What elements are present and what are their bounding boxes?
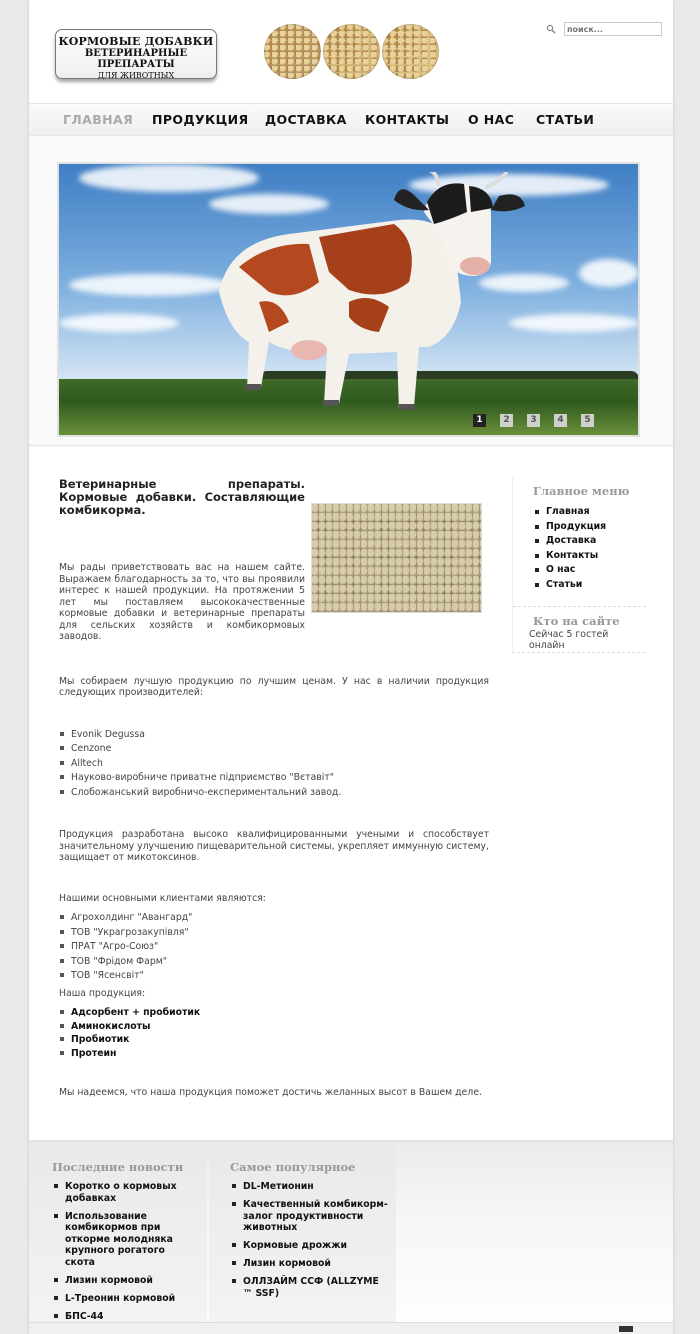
page-title: Ветеринарные препараты. Кормовые добавки. Составляющие комбикорма. [59,477,305,517]
online-count-text: Сейчас 5 гостей онлайн [529,629,609,651]
nav-item-contacts[interactable]: КОНТАКТЫ [365,112,450,127]
popular-item[interactable]: Качественный комбикорм- залог продуктивности животных [230,1199,390,1234]
list-item[interactable]: Протеин [59,1047,489,1061]
sidebar [512,477,645,653]
cow-photo [199,172,529,422]
list-item: Alltech [59,757,489,772]
list-item[interactable]: Адсорбент + пробиотик [59,1006,489,1020]
news-item[interactable]: Использование комбикормов при откорме молодняка крупного рогатого скота [52,1211,194,1269]
site-logo[interactable] [55,29,217,79]
list-item: Агрохолдинг "Авангард" [59,911,489,926]
news-item[interactable]: БПС-44 [52,1311,194,1323]
image-slider [57,162,640,437]
back-to-top-icon[interactable] [619,1326,633,1332]
popular-block [209,1142,396,1324]
feed-pellets-photo [311,503,482,613]
slide-page-3[interactable]: 3 [527,414,540,427]
popular-item[interactable]: DL-Метионин [230,1181,390,1193]
intro-paragraph: Мы рады приветствовать вас на нашем сайте. Выражаем благодарность за то, что вы проявили интерес к нашей продукции. На протяжении 5 лет мы поставляем высококачественные кормовые добавки и ветеринарные препараты для сельских хозяйств и комбикормовых заводов. [59,562,305,642]
clients-list [59,911,489,984]
footer [29,1140,673,1334]
clients-title: Нашими основными клиентами являются: [59,892,266,904]
search-icon[interactable] [546,24,556,34]
slide-page-1[interactable]: 1 [473,414,486,427]
nav-item-delivery[interactable]: ДОСТАВКА [265,112,347,127]
list-item: Науково-виробниче приватне підприємство "Вєтавіт" [59,771,489,786]
list-item[interactable]: Пробиотик [59,1033,489,1047]
main-nav [29,103,673,136]
nav-item-about[interactable]: О НАС [468,112,515,127]
nav-item-home[interactable]: ГЛАВНАЯ [63,112,134,127]
latest-news-block [29,1142,207,1324]
main-menu-title: Главное меню [533,484,630,498]
list-item: ТОВ "Ясенсвіт" [59,969,489,984]
news-item[interactable]: Лизин кормовой [52,1275,194,1287]
latest-news-title: Последние новости [52,1160,184,1174]
search-input[interactable] [564,22,662,36]
popular-item[interactable]: Лизин кормовой [230,1258,390,1270]
sidebar-item-contacts[interactable]: Контакты [533,550,645,565]
popular-item[interactable]: Кормовые дрожжи [230,1240,390,1252]
list-item: ПРАТ "Агро-Союз" [59,940,489,955]
nav-item-articles[interactable]: СТАТЬИ [536,112,595,127]
feed-pellets-image-2 [323,24,380,79]
feed-pellets-image-3 [382,24,439,79]
list-item[interactable]: Аминокислоты [59,1020,489,1034]
popular-title: Самое популярное [230,1160,356,1174]
sidebar-item-about[interactable]: О нас [533,564,645,579]
popular-item[interactable]: ОЛЛЗАЙМ ССФ (ALLZYME ™ SSF) [230,1276,390,1299]
latest-news-list [52,1181,194,1322]
sidebar-item-delivery[interactable]: Доставка [533,535,645,550]
manufacturers-list [59,728,489,801]
list-item: ТОВ "Фрідом Фарм" [59,955,489,970]
list-item: Evonik Degussa [59,728,489,743]
news-item[interactable]: L-Треонин кормовой [52,1293,194,1305]
list-item: Cenzone [59,742,489,757]
products-title: Наша продукция: [59,987,146,999]
nav-item-products[interactable]: ПРОДУКЦИЯ [152,112,249,127]
sidebar-item-articles[interactable]: Статьи [533,579,645,594]
closing-paragraph: Мы надеемся, что наша продукция поможет достичь желанных высот в Вашем деле. [59,1087,482,1098]
research-paragraph: Продукция разработана высоко квалифицированными учеными и способствует значительному улучшению пищеварительной системы, укрепляет иммунную систему, защищает от микотоксинов. [59,829,489,863]
list-item: ТОВ "Украгрозакупівля" [59,926,489,941]
page [29,0,673,1334]
logo-line-3: ДЛЯ ЖИВОТНЫХ [97,71,175,80]
slide-page-5[interactable]: 5 [581,414,594,427]
feed-pellets-image-1 [264,24,321,79]
list-item: Слобожанський виробничо-експериментальний завод. [59,786,489,801]
products-intro-paragraph: Мы собираем лучшую продукцию по лучшим ценам. У нас в наличии продукция следующих производителей: [59,675,489,698]
main-menu [533,506,645,593]
news-item[interactable]: Коротко о кормовых добавках [52,1181,194,1204]
sidebar-item-products[interactable]: Продукция [533,521,645,536]
who-online-title: Кто на сайте [533,614,620,628]
footer-bottom-bar [29,1322,673,1334]
logo-line-1: КОРМОВЫЕ ДОБАВКИ [58,35,214,48]
products-list [59,1006,489,1060]
sidebar-item-home[interactable]: Главная [533,506,645,521]
popular-list [230,1181,390,1299]
slide-page-2[interactable]: 2 [500,414,513,427]
logo-line-2: ВЕТЕРИНАРНЫЕ ПРЕПАРАТЫ [84,48,188,70]
slide-page-4[interactable]: 4 [554,414,567,427]
slider-area [29,136,673,447]
